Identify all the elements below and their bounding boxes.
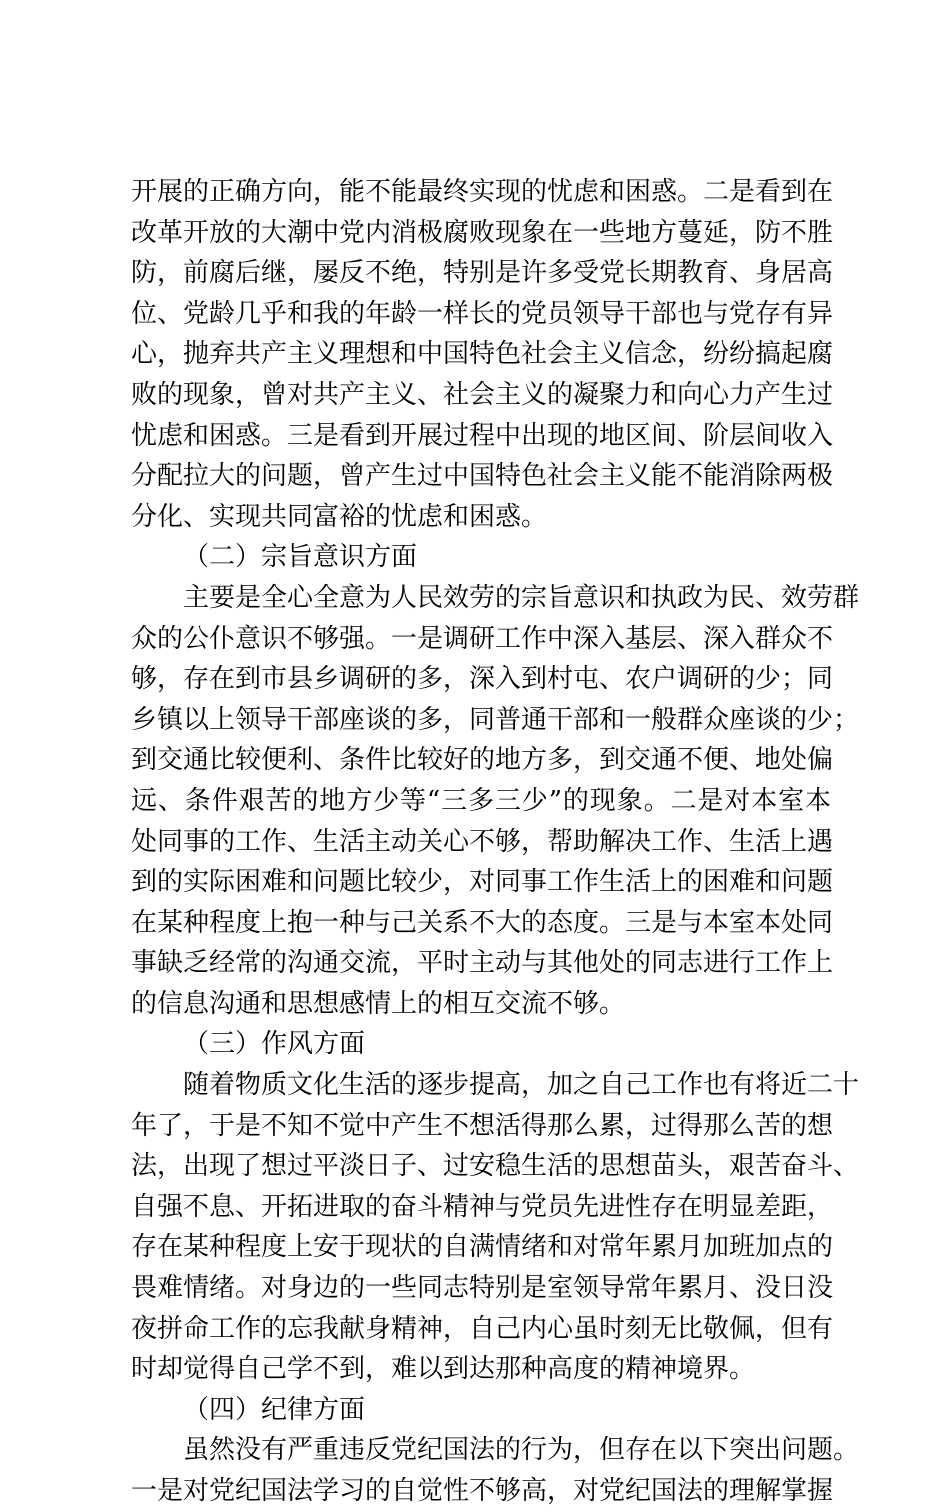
paragraph-line: 夜拼命工作的忘我献身精神，自己内心虽时刻无比敬佩，但有 <box>131 1313 834 1344</box>
paragraph-line: 畏难情绪。对身边的一些同志特别是室领导常年累月、没日没 <box>131 1273 834 1304</box>
paragraph-line: 自强不息、开拓进取的奋斗精神与党员先进性存在明显差距， <box>131 1191 834 1222</box>
paragraph-line: 开展的正确方向，能不能最终实现的忧虑和困惑。二是看到在 <box>131 177 834 207</box>
paragraph-line: 败的现象，曾对共产主义、社会主义的凝聚力和向心力产生过 <box>131 379 834 410</box>
paragraph-line: 一是对党纪国法学习的自觉性不够高，对党纪国法的理解掌握 <box>131 1476 834 1506</box>
paragraph-line: 分配拉大的问题，曾产生过中国特色社会主义能不能消除两极 <box>131 461 834 492</box>
paragraph-line: 事缺乏经常的沟通交流，平时主动与其他处的同志进行工作上 <box>131 948 834 979</box>
paragraph-line: 时却觉得自己学不到，难以到达那种高度的精神境界。 <box>131 1354 756 1385</box>
paragraph-line: 处同事的工作、生活主动关心不够，帮助解决工作、生活上遇 <box>131 826 834 857</box>
paragraph-line: 随着物质文化生活的逐步提高，加之自己工作也有将近二十 <box>183 1070 860 1101</box>
paragraph-line: 在某种程度上抱一种与己关系不大的态度。三是与本室本处同 <box>131 907 834 938</box>
paragraph-line: 众的公仆意识不够强。一是调研工作中深入基层、深入群众不 <box>131 623 834 654</box>
section-heading: （三）作风方面 <box>183 1029 366 1060</box>
paragraph-line: 存在某种程度上安于现状的自满情绪和对常年累月加班加点的 <box>131 1232 834 1263</box>
paragraph-line: 年了，于是不知不觉中产生不想活得那么累，过得那么苦的想 <box>131 1110 834 1141</box>
paragraph-line: 忧虑和困惑。三是看到开展过程中出现的地区间、阶层间收入 <box>131 420 834 451</box>
paragraph-line: 主要是全心全意为人民效劳的宗旨意识和执政为民、效劳群 <box>183 582 860 613</box>
paragraph-line: 分化、实现共同富裕的忧虑和困惑。 <box>131 501 548 532</box>
paragraph-line: 够，存在到市县乡调研的多，深入到村屯、农户调研的少；同 <box>131 664 834 695</box>
paragraph-line: 位、党龄几乎和我的年龄一样长的党员领导干部也与党存有异 <box>131 298 834 329</box>
section-heading: （四）纪律方面 <box>183 1394 366 1425</box>
paragraph-line: 法，出现了想过平淡日子、过安稳生活的思想苗头，艰苦奋斗、 <box>131 1151 860 1182</box>
paragraph-line: 远、条件艰苦的地方少等“三多三少”的现象。二是对本室本 <box>131 785 831 816</box>
paragraph-line: 虽然没有严重违反党纪国法的行为，但存在以下突出问题。 <box>183 1435 860 1466</box>
paragraph-line: 心，抛弃共产主义理想和中国特色社会主义信念，纷纷搞起腐 <box>131 339 834 370</box>
paragraph-line: 防，前腐后继，屡反不绝，特别是许多受党长期教育、身居高 <box>131 258 834 289</box>
paragraph-line: 到的实际困难和问题比较少，对同事工作生活上的困难和问题 <box>131 867 834 898</box>
paragraph-line: 乡镇以上领导干部座谈的多，同普通干部和一般群众座谈的少； <box>131 704 860 735</box>
paragraph-line: 改革开放的大潮中党内消极腐败现象在一些地方蔓延，防不胜 <box>131 217 834 248</box>
paragraph-line: 的信息沟通和思想感情上的相互交流不够。 <box>131 988 626 1019</box>
document-body <box>131 172 860 1512</box>
paragraph-line: 到交通比较便利、条件比较好的地方多，到交通不便、地处偏 <box>131 745 834 776</box>
section-heading: （二）宗旨意识方面 <box>183 542 418 573</box>
